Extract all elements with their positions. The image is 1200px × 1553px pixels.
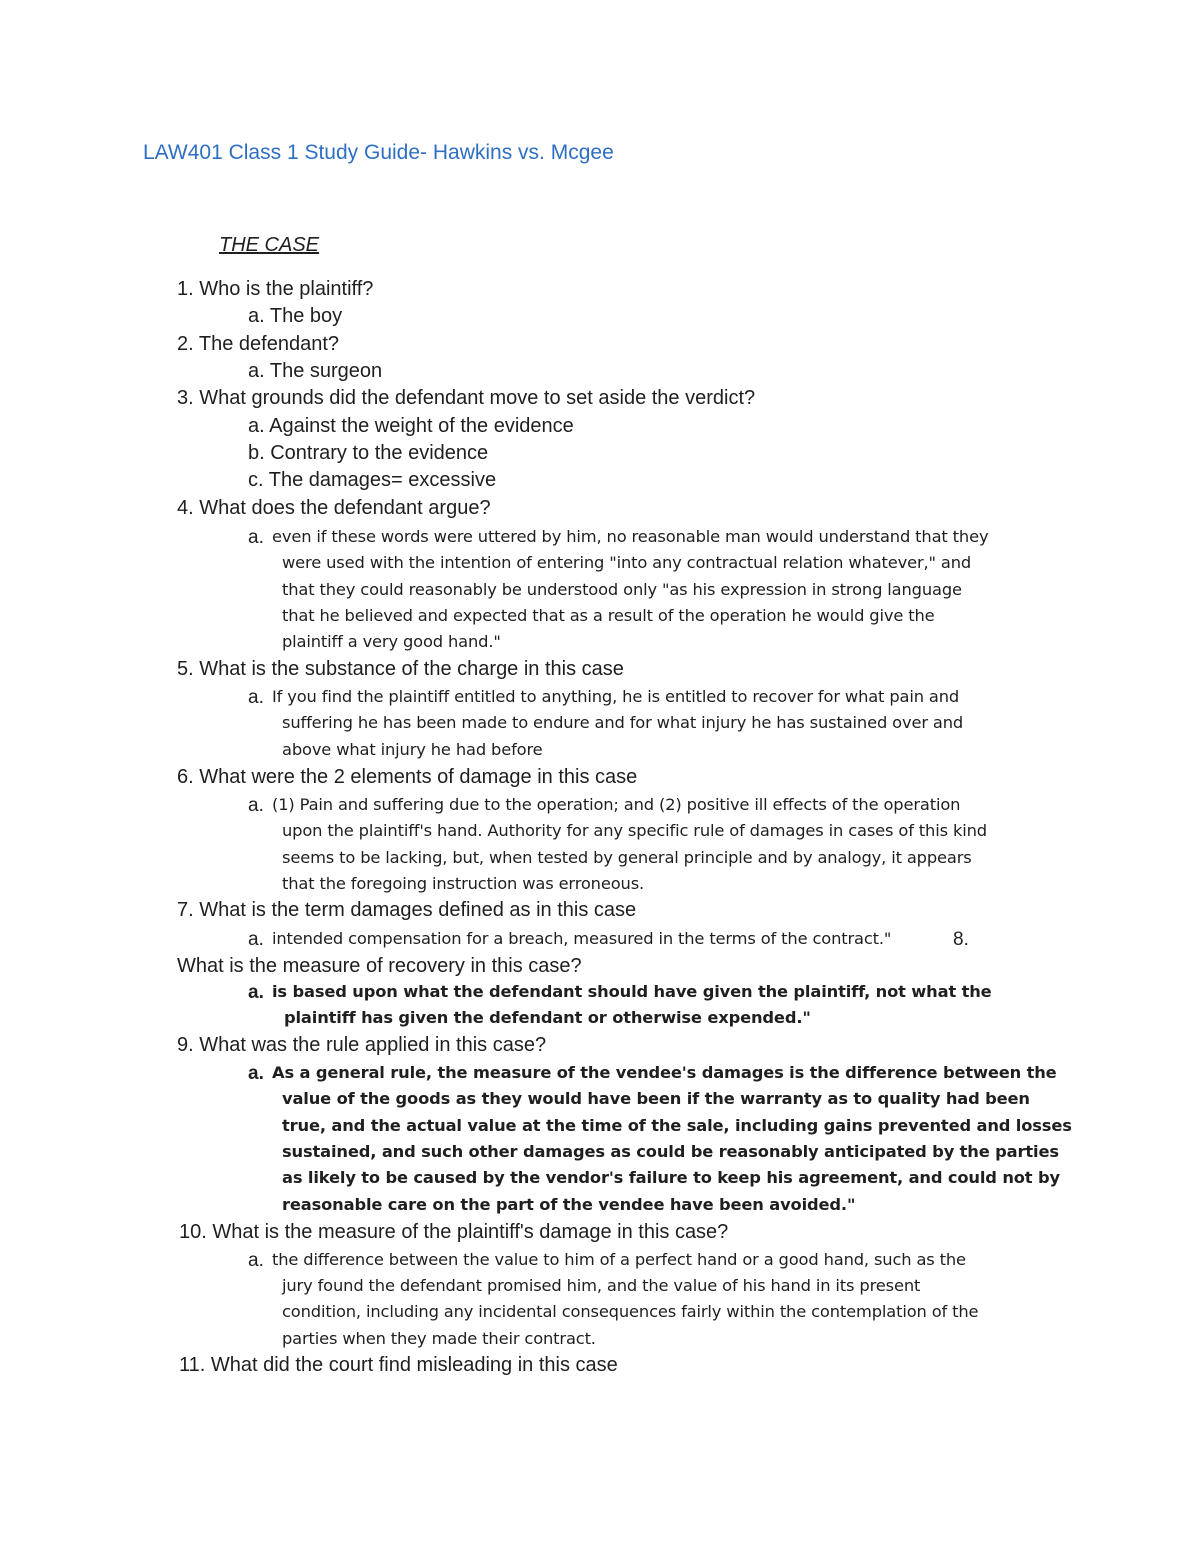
question-11: 11. What did the court find misleading in this case	[179, 1354, 618, 1376]
question-5: 5. What is the substance of the charge in this case	[177, 658, 624, 680]
answer-6-marker: a.	[248, 795, 264, 816]
answer-9-line-3: true, and the actual value at the time of the sale, including gains prevented and losses	[282, 1116, 1072, 1135]
answer-3a: a. Against the weight of the evidence	[248, 415, 574, 437]
answer-8-line-1: is based upon what the defendant should have given the plaintiff, not what the	[272, 982, 992, 1001]
answer-9-line-2: value of the goods as they would have been if the warranty as to quality had been	[282, 1089, 1030, 1108]
answer-1a: a. The boy	[248, 305, 343, 327]
answer-7-line-1: intended compensation for a breach, measured in the terms of the contract."	[272, 929, 892, 948]
answer-7-marker: a.	[248, 929, 264, 950]
answer-10-line-2: jury found the defendant promised him, and the value of his hand in its present	[282, 1276, 921, 1295]
answer-10-marker: a.	[248, 1250, 264, 1271]
question-8: What is the measure of recovery in this case?	[177, 955, 582, 977]
answer-6-line-2: upon the plaintiff's hand. Authority for any specific rule of damages in cases of this kind	[282, 821, 987, 840]
answer-5-line-3: above what injury he had before	[282, 740, 543, 759]
answer-3b: b. Contrary to the evidence	[248, 442, 489, 464]
answer-4-line-5: plaintiff a very good hand."	[282, 632, 501, 651]
answer-5-line-2: suffering he has been made to endure and for what injury he has sustained over and	[282, 713, 964, 732]
answer-9-line-1: As a general rule, the measure of the vendee's damages is the difference between the	[272, 1063, 1057, 1082]
answer-10-line-4: parties when they made their contract.	[282, 1329, 596, 1348]
section-heading: THE CASE	[219, 234, 320, 256]
question-4: 4. What does the defendant argue?	[177, 497, 491, 519]
answer-6-line-1: (1) Pain and suffering due to the operation; and (2) positive ill effects of the operation	[272, 795, 961, 814]
question-7: 7. What is the term damages defined as in this case	[177, 899, 637, 921]
question-6: 6. What were the 2 elements of damage in this case	[177, 766, 638, 788]
question-10: 10. What is the measure of the plaintiff's damage in this case?	[179, 1221, 729, 1243]
answer-9-marker: a.	[248, 1063, 264, 1084]
answer-8-line-2: plaintiff has given the defendant or otherwise expended."	[284, 1008, 811, 1027]
answer-8-marker: a.	[248, 982, 264, 1003]
answer-10-line-1: the difference between the value to him of a perfect hand or a good hand, such as the	[272, 1250, 966, 1269]
answer-6-line-4: that the foregoing instruction was erroneous.	[282, 874, 645, 893]
answer-4-line-4: that he believed and expected that as a result of the operation he would give the	[282, 606, 935, 625]
answer-9-line-4: sustained, and such other damages as could be reasonably anticipated by the parties	[282, 1142, 1059, 1161]
answer-5-line-1: If you find the plaintiff entitled to anything, he is entitled to recover for what pain and	[272, 687, 960, 706]
answer-4-line-3: that they could reasonably be understood only "as his expression in strong language	[282, 580, 962, 599]
answer-3c: c. The damages= excessive	[248, 469, 497, 491]
question-9: 9. What was the rule applied in this case?	[177, 1034, 547, 1056]
answer-9-line-6: reasonable care on the part of the vendee have been avoided."	[282, 1195, 856, 1214]
question-2: 2. The defendant?	[177, 333, 339, 355]
answer-9-line-5: as likely to be caused by the vendor's failure to keep his agreement, and could not by	[282, 1168, 1060, 1187]
answer-6-line-3: seems to be lacking, but, when tested by general principle and by analogy, it appears	[282, 848, 972, 867]
answer-4-line-1: even if these words were uttered by him, no reasonable man would understand that they	[272, 527, 989, 546]
document-title: LAW401 Class 1 Study Guide- Hawkins vs. Mcgee	[143, 141, 614, 164]
answer-4-marker: a.	[248, 527, 264, 548]
question-1: 1. Who is the plaintiff?	[177, 278, 374, 300]
answer-5-marker: a.	[248, 687, 264, 708]
answer-2a: a. The surgeon	[248, 360, 383, 382]
question-8-number: 8.	[953, 929, 969, 950]
question-3: 3. What grounds did the defendant move to set aside the verdict?	[177, 387, 756, 409]
answer-10-line-3: condition, including any incidental consequences fairly within the contemplation of the	[282, 1302, 979, 1321]
answer-4-line-2: were used with the intention of entering "into any contractual relation whatever," and	[282, 553, 972, 572]
